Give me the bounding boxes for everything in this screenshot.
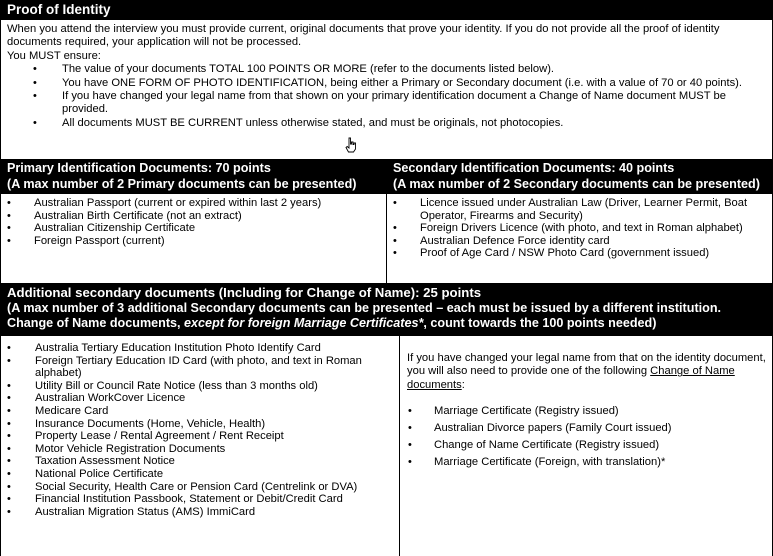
change-of-name-panel: [399, 336, 772, 556]
list-item: • Property Lease / Rental Agreement / Rent Receipt: [35, 430, 391, 443]
primary-header: [1, 159, 386, 194]
list-item: • Australian WorkCover Licence: [35, 392, 391, 405]
additional-section: [0, 336, 773, 556]
list-item: • Foreign Passport (current): [34, 235, 378, 248]
secondary-list: [420, 197, 764, 260]
list-item: • Medicare Card: [35, 405, 391, 418]
primary-list-container: [1, 194, 386, 283]
primary-column: [1, 159, 386, 283]
additional-subtitle: [7, 301, 766, 332]
primary-subtitle: (A max number of 2 Primary documents can be presented): [7, 176, 357, 191]
list-item: • Proof of Age Card / NSW Photo Card (government issued): [420, 247, 764, 260]
additional-list: [35, 342, 391, 518]
list-item: • Australian Citizenship Certificate: [34, 222, 378, 235]
additional-header: [0, 283, 773, 336]
list-item: • Marriage Certificate (Foreign, with translation)*: [434, 456, 766, 469]
primary-title: Primary Identification Documents: 70 points: [7, 161, 271, 175]
secondary-list-container: [387, 194, 772, 283]
requirement-item: • If you have changed your legal name from that shown on your primary identification document a Change of Name document MUST be provided.: [62, 90, 746, 117]
change-colon: :: [461, 378, 465, 391]
change-intro-text: If you have changed your legal name from that on the identity document, you will also need to provide one of the following: [407, 352, 766, 378]
requirements-list: [62, 63, 746, 130]
list-item: • Australian Passport (current or expired within last 2 years): [34, 197, 378, 210]
additional-title: Additional secondary documents (Including for Change of Name): 25 points: [7, 285, 482, 300]
additional-subtitle-emphasis: except for foreign Marriage Certificates*: [184, 316, 424, 330]
list-item: • Motor Vehicle Registration Documents: [35, 443, 391, 456]
requirement-item: • All documents MUST BE CURRENT unless otherwise stated, and must be originals, not photocopies.: [62, 117, 746, 130]
list-item: • Change of Name Certificate (Registry issued): [434, 439, 766, 452]
list-item: • Taxation Assessment Notice: [35, 455, 391, 468]
list-item: • Financial Institution Passbook, Statement or Debit/Credit Card: [35, 493, 391, 506]
secondary-title: Secondary Identification Documents: 40 points: [393, 161, 675, 175]
additional-list-container: [1, 336, 399, 556]
list-item: • Australia Tertiary Education Institution Photo Identify Card: [35, 342, 391, 355]
list-item: • Australian Defence Force identity card: [420, 235, 764, 248]
intro-section: [0, 20, 773, 159]
secondary-header: [387, 159, 772, 194]
list-item: • Marriage Certificate (Registry issued): [434, 405, 766, 418]
list-item: • Insurance Documents (Home, Vehicle, Health): [35, 418, 391, 431]
intro-text: When you attend the interview you must provide current, original documents that prove your identity. If you do not provide all the proof of identity documents required, your application will not be processed.: [7, 23, 720, 49]
primary-list: [34, 197, 378, 247]
proof-of-identity-title: Proof of Identity: [0, 0, 773, 20]
list-item: • Foreign Tertiary Education ID Card (with photo, and text in Roman alphabet): [35, 355, 391, 380]
list-item: • Social Security, Health Care or Pension Card (Centrelink or DVA): [35, 481, 391, 494]
list-item: • Australian Divorce papers (Family Court issued): [434, 422, 766, 435]
change-of-name-list: [434, 405, 766, 469]
additional-subtitle-end: , count towards the 100 points needed): [423, 316, 657, 330]
hand-cursor-icon: [345, 137, 357, 153]
list-item: • Licence issued under Australian Law (Driver, Learner Permit, Boat Operator, Firearms and Security): [420, 197, 764, 222]
must-ensure-text: You MUST ensure:: [7, 49, 101, 62]
list-item: • Australian Migration Status (AMS) ImmiCard: [35, 506, 391, 519]
secondary-subtitle: (A max number of 2 Secondary documents can be presented): [393, 176, 760, 191]
list-item: • Foreign Drivers Licence (with photo, and text in Roman alphabet): [420, 222, 764, 235]
additional-subtitle-text: (A max number of 3 additional Secondary documents can be presented – each must be issued by a different institution. Change of Name documents,: [7, 300, 722, 330]
requirement-item: • The value of your documents TOTAL 100 POINTS OR MORE (refer to the documents listed below).: [62, 63, 746, 76]
list-item: • Utility Bill or Council Rate Notice (less than 3 months old): [35, 380, 391, 393]
list-item: • Australian Birth Certificate (not an extract): [34, 210, 378, 223]
change-of-name-link: Change of Name documents: [407, 365, 735, 391]
change-of-name-intro: [407, 352, 766, 392]
primary-secondary-section: [0, 159, 773, 283]
list-item: • National Police Certificate: [35, 468, 391, 481]
requirement-item: • You have ONE FORM OF PHOTO IDENTIFICATION, being either a Primary or Secondary document (i.e. with a value of 70 or 40 points).: [62, 77, 746, 90]
secondary-column: [386, 159, 772, 283]
